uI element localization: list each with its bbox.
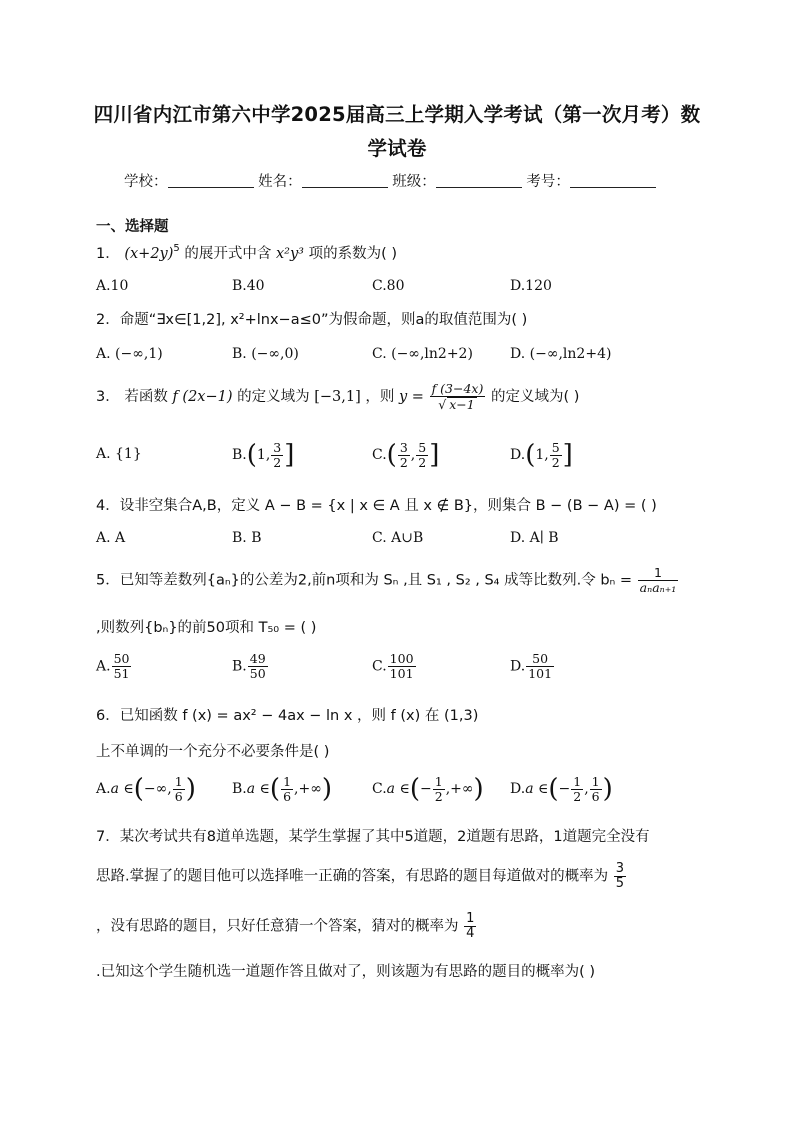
q3-mid2: ，则: [365, 389, 395, 405]
q5-option-c-den: 101: [389, 666, 414, 681]
q2-option-b: B. (−∞,0): [232, 346, 299, 362]
class-blank: [436, 173, 522, 188]
q3-option-b-num: 3: [273, 439, 282, 455]
q3-domain: [−3,1]: [314, 389, 361, 405]
question-7-line4: .已知这个学生随机选一道题作答且做对了，则该题为有思路的题目的概率为( ): [96, 964, 596, 980]
question-7: [96, 825, 650, 846]
q6-option-d-pre: a ∈: [525, 781, 549, 797]
q2-option-d: D. (−∞,ln2+4): [510, 346, 612, 362]
q5-option-d-label: D.: [510, 658, 526, 675]
title-line-1: 四川省内江市第六中学2025届高三上学期入学考试（第一次月考）数: [93, 103, 701, 126]
q3-fraction: [430, 382, 486, 412]
school-blank: [168, 173, 254, 188]
q5-option-a-label: A.: [96, 658, 111, 675]
q7-prob-2: [464, 912, 476, 941]
question-7-line3: [96, 912, 477, 941]
q1-expr: (x+2y): [124, 246, 174, 262]
question-7-line2: [96, 862, 627, 891]
q2-number: 2．: [96, 312, 120, 328]
q6-option-c-label: C.: [372, 781, 387, 797]
q5-option-c-num: 100: [389, 651, 414, 666]
q4-option-d: D. A∣ B: [510, 530, 559, 546]
q6-option-d-label: D.: [510, 781, 526, 797]
q5-option-b: [232, 652, 269, 681]
q7-prob-1-num: 3: [615, 861, 624, 876]
q3-numerator: f (3−4x): [431, 381, 484, 396]
q5-bn-fraction: [638, 566, 679, 595]
q1-number: 1．: [96, 246, 120, 262]
q6-option-c-num: 1: [434, 773, 443, 789]
q3-option-b-a: 1,: [256, 447, 271, 463]
q5-option-a: [96, 652, 132, 681]
q4-number: 4．: [96, 498, 120, 514]
q6-option-d-num2: 1: [591, 773, 600, 789]
q3-option-d-label: D.: [510, 447, 526, 463]
q6-option-c-a: −: [420, 781, 432, 797]
q6-option-a-label: A.: [96, 781, 111, 797]
q5-bn-num: 1: [654, 565, 662, 580]
q6-option-b-label: B.: [232, 781, 247, 797]
q6-option-d-den2: 6: [591, 788, 600, 804]
q3-option-b-label: B.: [232, 447, 247, 463]
q4-text: 设非空集合A,B，定义 A − B = {x | x ∈ A 且 x ∉ B}，则集合 B − (B − A) = ( ): [119, 498, 657, 514]
question-5: [96, 566, 679, 595]
question-3: [96, 382, 579, 412]
class-label: 班级：: [392, 174, 436, 190]
q3-pre: 若函数: [124, 389, 168, 405]
q5-option-a-num: 50: [113, 651, 130, 666]
question-6-line2: 上不单调的一个充分不必要条件是( ): [96, 744, 330, 760]
name-blank: [302, 173, 388, 188]
q5-option-a-den: 51: [113, 666, 130, 681]
q1-text: 的展开式中含: [184, 246, 272, 262]
q5-option-b-den: 50: [249, 666, 266, 681]
q4-option-a: A. A: [96, 530, 126, 546]
q4-option-c: C. A∪B: [372, 530, 424, 546]
q1-option-b: B.40: [232, 278, 265, 294]
q3-option-d-num: 5: [551, 439, 560, 455]
q5-option-b-label: B.: [232, 658, 247, 675]
q2-option-c: C. (−∞,ln2+2): [372, 346, 473, 362]
q6-text1: 已知函数 f (x) = ax² − 4ax − ln x ，则 f (x) 在 (1,3): [119, 708, 479, 724]
q6-option-d: D.a ∈(− $\frac{1}{2}$ , $\frac{1}{6}$ ): [510, 773, 613, 804]
q5-option-d-num: 50: [532, 651, 549, 666]
q6-option-a: A.a ∈(−∞, $\frac{1}{6}$ ): [96, 773, 196, 804]
q1-exp: 5: [173, 243, 180, 254]
q3-option-c-den1: 2: [399, 454, 408, 470]
q3-number: 3．: [96, 389, 120, 405]
q6-option-a-pre: a ∈: [110, 781, 134, 797]
q6-option-a-a: −∞,: [143, 781, 172, 797]
q3-option-c: C.( $\frac{3}{2}$ , $\frac{5}{2}$ ]: [372, 439, 440, 470]
q3-option-c-den2: 2: [418, 454, 427, 470]
question-4: [96, 494, 657, 515]
q6-option-c-b: ,+∞: [445, 781, 474, 797]
q7-prob-1-den: 5: [615, 876, 624, 891]
number-blank: [570, 173, 656, 188]
q3-mid1: 的定义域为: [237, 389, 310, 405]
q3-option-c-label: C.: [372, 447, 387, 463]
q6-option-c: C.a ∈(− $\frac{1}{2}$ ,+∞): [372, 773, 484, 804]
q5-option-b-num: 49: [249, 651, 266, 666]
exam-title: [60, 98, 734, 166]
name-label: 姓名：: [258, 174, 302, 190]
q6-option-b-pre: a ∈: [246, 781, 270, 797]
q3-f1: f (2x−1): [172, 389, 233, 405]
q1-tail: 项的系数为( ): [308, 246, 398, 262]
question-5-line2: ,则数列{bₙ}的前50项和 T₅₀ = ( ): [96, 620, 317, 636]
q2-text: 命题“∃x∈[1,2], x²+lnx−a≤0”为假命题，则a的取值范围为( ): [119, 312, 528, 328]
title-line-2: 学试卷: [367, 137, 427, 160]
q2-option-a: A. (−∞,1): [96, 346, 163, 362]
q5-bn-den: aₙaₙ₊₁: [639, 580, 677, 595]
q5-number: 5．: [96, 572, 120, 589]
q7-prob-2-num: 1: [466, 911, 475, 926]
question-1: [96, 242, 397, 263]
q3-option-b-den: 2: [273, 454, 282, 470]
question-6: [96, 704, 478, 725]
q3-denominator: √ x−1: [430, 396, 486, 412]
q5-option-d: [510, 652, 555, 681]
school-label: 学校：: [124, 174, 168, 190]
q6-option-a-den: 6: [174, 788, 183, 804]
q6-option-b-b: ,+∞: [294, 781, 322, 797]
q1-option-a: A.10: [96, 278, 129, 294]
section-heading: 一、选择题: [96, 219, 169, 235]
q3-option-d-den: 2: [551, 454, 560, 470]
q6-option-b-num: 1: [283, 773, 292, 789]
q3-option-d: D.(1, $\frac{5}{2}$ ]: [510, 439, 573, 470]
q6-option-c-den: 2: [434, 788, 443, 804]
q3-y: y =: [399, 389, 424, 405]
q6-option-d-den: 2: [573, 788, 582, 804]
question-2: [96, 308, 527, 329]
q7-prob-1: [614, 862, 626, 891]
q1-term: x²y³: [276, 246, 304, 262]
q7-prob-2-den: 4: [466, 926, 475, 941]
q5-option-d-den: 101: [528, 666, 553, 681]
q6-option-d-num: 1: [573, 773, 582, 789]
q3-option-d-a: 1,: [535, 447, 549, 463]
q3-option-c-num2: 5: [418, 439, 427, 455]
q7-line3-text: ，没有思路的题目，只好任意猜一个答案，猜对的概率为: [96, 918, 459, 935]
q6-number: 6．: [96, 708, 120, 724]
q1-option-c: C.80: [372, 278, 405, 294]
q3-option-b: B.(1, $\frac{3}{2}$ ]: [232, 439, 295, 470]
student-info-row: [124, 170, 656, 191]
q4-option-b: B. B: [232, 530, 262, 546]
q6-option-a-num: 1: [174, 773, 183, 789]
q1-option-d: D.120: [510, 278, 552, 294]
q7-line1: 某次考试共有8道单选题，某学生掌握了其中5道题，2道题有思路，1道题完全没有: [119, 829, 650, 845]
q6-option-b: B.a ∈( $\frac{1}{6}$ ,+∞): [232, 773, 333, 804]
q5-option-c: [372, 652, 417, 681]
q6-option-d-a: −: [558, 781, 571, 797]
q3-radicand: x−1: [449, 397, 475, 412]
q3-option-c-num1: 3: [399, 439, 408, 455]
q5-option-c-label: C.: [372, 658, 387, 675]
q3-tail: 的定义域为( ): [490, 389, 580, 405]
q3-option-a: A. {1}: [96, 446, 142, 462]
number-label: 考号：: [526, 174, 570, 190]
q6-option-b-den: 6: [283, 788, 292, 804]
q6-option-c-pre: a ∈: [386, 781, 410, 797]
q7-line2-text: 思路.掌握了的题目他可以选择唯一正确的答案，有思路的题目每道做对的概率为: [96, 868, 609, 885]
q7-number: 7．: [96, 829, 120, 845]
q5-text1: 已知等差数列{aₙ}的公差为2,前n项和为 Sₙ ,且 S₁ , S₂ , S₄ 成等比数列.令 bₙ =: [119, 572, 633, 589]
q6-option-d-b: ,: [584, 781, 589, 797]
